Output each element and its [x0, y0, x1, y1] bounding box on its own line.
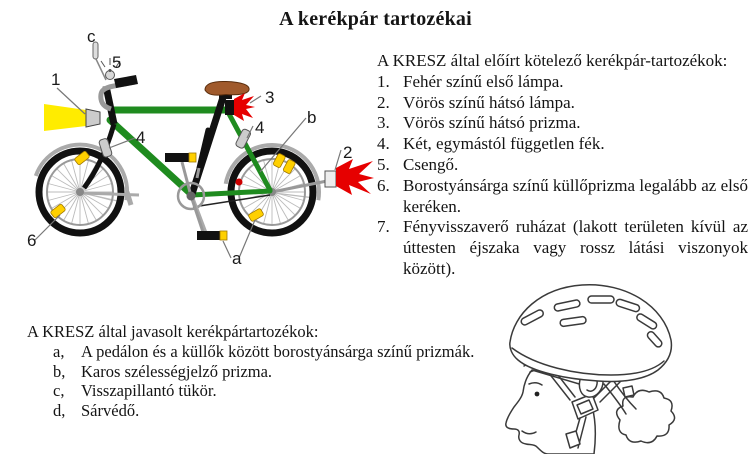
item-number: 4.	[377, 134, 390, 154]
list-item	[53, 342, 532, 362]
item-text: Két, egymástól független fék.	[403, 134, 605, 154]
pedal-prism-lower	[220, 231, 227, 240]
pedal-prism-upper	[189, 153, 196, 162]
mandatory-accessories-section	[377, 51, 748, 280]
item-number: 7.	[377, 217, 390, 237]
item-number: 5.	[377, 154, 390, 174]
label-rear-prism: 3	[265, 88, 275, 107]
label-front-lamp: 1	[51, 70, 61, 89]
mandatory-heading: A KRESZ által előírt kötelező kerékpár-tartozékok:	[377, 51, 728, 70]
item-marker: d,	[53, 401, 66, 421]
item-marker: c,	[53, 381, 65, 401]
item-text: Vörös színű hátsó lámpa.	[403, 92, 575, 112]
item-number: 3.	[377, 113, 390, 133]
item-number: 2.	[377, 92, 390, 112]
small-rear-reflector	[236, 179, 243, 186]
item-text: Fehér színű első lámpa.	[403, 71, 564, 91]
item-text: Vörös színű hátsó prizma.	[403, 113, 581, 133]
helmet-dome	[510, 285, 672, 382]
item-text: Karos szélességjelző prizma.	[81, 361, 273, 381]
list-item	[377, 93, 748, 114]
recommended-accessories-section	[27, 322, 532, 421]
item-text: A pedálon és a küllők között borostyánsárga színű prizmák.	[81, 341, 475, 361]
list-item	[377, 134, 748, 155]
bicycle-diagram	[2, 22, 380, 290]
pump-tip	[197, 168, 199, 178]
item-number: 6.	[377, 175, 390, 195]
list-item	[377, 113, 748, 134]
item-number: 1.	[377, 71, 390, 91]
item-text: Csengő.	[403, 154, 459, 174]
seat-tube	[192, 88, 226, 194]
pedal-upper	[165, 153, 189, 162]
label-mirror: c	[87, 27, 96, 46]
list-item	[53, 401, 532, 421]
item-text: Visszapillantó tükör.	[81, 381, 217, 401]
list-item	[53, 381, 532, 401]
item-text: Borostyánsárga színű küllőprizma legalább az első keréken.	[403, 175, 748, 216]
list-item	[377, 217, 748, 279]
recommended-heading: A KRESZ által javasolt kerékpártartozékok:	[27, 322, 319, 341]
rear-lamp-flash	[336, 159, 374, 195]
label-front-spoke-prism: 6	[27, 231, 37, 250]
front-lamp	[44, 104, 100, 131]
pedal-lower	[197, 231, 220, 240]
list-item	[53, 362, 532, 382]
label-front-brake: 4	[136, 128, 146, 147]
item-marker: a,	[53, 341, 65, 361]
item-text: Fényvisszaverő ruházat (lakott területen kívül az úttesten éjszaka vagy rossz látási viszonyok között).	[403, 217, 748, 278]
rear-lamp	[325, 159, 374, 195]
label-bell: 5	[112, 53, 122, 72]
lamp-beam	[44, 104, 86, 131]
page-title: A kerékpár tartozékai	[279, 8, 472, 30]
label-rear-spoke-prism: b	[307, 108, 317, 127]
list-item	[377, 155, 748, 176]
eye	[535, 392, 540, 397]
label-rear-lamp: 2	[343, 143, 353, 162]
list-item	[377, 72, 748, 93]
label-rear-brake: 4	[255, 118, 265, 137]
ponytail	[604, 380, 675, 443]
list-item	[377, 176, 748, 218]
label-pedal-prism: a	[232, 249, 242, 268]
handlebar-grip	[114, 75, 138, 88]
helmet-illustration	[496, 276, 751, 454]
item-text: Sárvédő.	[81, 401, 140, 421]
item-marker: b,	[53, 361, 66, 381]
